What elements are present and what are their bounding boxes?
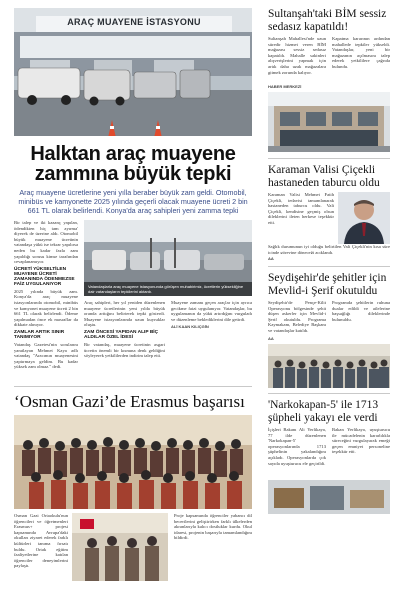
karaman-byline: AA <box>268 256 274 261</box>
sultanshah-byline: HABER MERKEZİ <box>268 84 302 89</box>
governor-portrait <box>338 192 390 244</box>
portrait-photo <box>338 192 390 244</box>
lead-text-1: Bir talep ve iki kazanç yapılan, ödendikten hiç tam ayırma' diyerek de üzerine aldı. Otomobil büyük muayene ücretinin vatandaşa yükü ise tekrar yapılırsa neden bu kadar fazla zam yapıldığı sorusu kimse tarafından cevaplanamıyor. <box>14 220 78 265</box>
sultanshah-body <box>268 36 390 82</box>
classroom-photo <box>72 513 168 581</box>
storefront-photo <box>268 92 390 152</box>
lead-subhead-2: ZAMLAR ARTIK SINIR TANIMIYOR <box>14 329 65 340</box>
right-divider-2 <box>268 266 390 267</box>
erasmus-col2 <box>174 513 252 581</box>
lead-photo <box>14 8 252 136</box>
lead-body <box>14 220 252 382</box>
lead-text-1c: Vatandaş Gazetesi'nin sorularını yanıtlayan Mehmet Kaya adlı vatandaş "Aracımın muayenesini yaptırmaya geldim. Bu kadar yüksek zam olmaz." dedi. <box>14 341 78 370</box>
karaman-headline: Karaman Valisi Çiçekli hastaneden taburcu oldu <box>268 164 380 189</box>
erasmus-photo-2 <box>72 513 168 581</box>
seized-items-photo <box>268 480 390 514</box>
narkoban-text-1: İçişleri Bakanı Ali Yerlikaya, 77 ilde düzenlenen 'Narkokapan-5' operasyonlarında 1713 şüphelinin yakalandığını açıkladı. Operasyonlarda çok sayıda uyuşturucu ele geçirildi. <box>268 427 326 466</box>
sultanshah-text-2: Kapatma kararının ardından mahallede tepkiler yükseldi. Vatandaşlar, yeni bir mağazanın açılmasını talep ederek yetkililere çağrıda bulundu. <box>332 36 390 69</box>
narkoban-headline: 'Narkokapan-5' ile 1713 şüpheli yakayı ele verdi <box>268 399 379 424</box>
lead-body-col3 <box>171 300 252 382</box>
seydisehir-text-1: Seydişehir'de Pençe-Kilit Operasyonu bölgesinde şehit düşen askerler için Mevlid-i Şerif okutuldu. Programa Kaymakam, Belediye Başkanı ve vatandaşlar katıldı. <box>268 300 326 333</box>
lead-headline-line1: Halktan araç muayene <box>30 143 236 165</box>
seydisehir-text-2: Programda şehitlerin ruhuna dualar edildi ve ailelerine başsağlığı dileklerinde bulunuldu. <box>332 300 390 322</box>
lead-deck: Araç muayene ücretlerine yeni yılla beraber büyük zam geldi. Otomobil, minibüs ve kamyonette 2025 yılında geçerli olacak muayene ücreti 2 bin 661 TL olarak belirlendi. Konya'da araç sahipleri yeni zamma tepki <box>18 188 248 215</box>
erasmus-photo <box>14 415 252 509</box>
lead-byline: ALİ KAAN KILIÇGİN <box>171 324 209 330</box>
erasmus-headline: ‘Osman Gazi’de Erasmus başarısı <box>14 392 245 411</box>
sultanshah-text-1: Sultanşah Mahallesi'nde uzun süredir hizmet veren BİM mağazası sessiz sedasız kapatıldı. Mahalle sakinleri alışverişlerini yapmak için artık daha uzak mağazalara gitmek zorunda kalıyor. <box>268 36 326 75</box>
seydisehir-headline: Seydişehir'de şehitler için Mevlid-i Şerif okutuldu <box>268 272 387 297</box>
lead-divider <box>14 386 252 387</box>
lead-text-2b: Bir vatandaş, muayene ücretinin asgari ücretin önemli bir kısmına denk geldiğini söyleyerek yetkililerden indirim talep etti. <box>84 341 165 359</box>
right-divider-3 <box>268 393 390 394</box>
erasmus-text-2: Proje kapsamında öğrenciler yabancı dil becerilerini geliştirirken farklı ülkelerden akranlarıyla kalıcı dostluklar kurdu. Okul idaresi, projenin başarıyla tamamlandığını bildirdi. <box>174 513 252 541</box>
lead-subhead-3: ZAM ÖNCESİ YAPIDAN ALIP BİÇ ALDILAR ÖZEL İDESİ <box>84 329 159 340</box>
lead-headline-line2: zammına büyük tepki <box>34 163 232 185</box>
karaman-text-1: Karaman Valisi Mehmet Fatih Çiçekli, tedavisi tamamlanarak hastaneden taburcu oldu. Vali Çiçekli, kendisine geçmiş olsun dileklerini ileten herkese teşekkür etti. <box>268 192 334 225</box>
seydisehir-byline: AA <box>268 336 274 341</box>
sultanshah-photo <box>268 92 390 152</box>
sultanshah-headline: Sultanşah'taki BİM sessiz sedasız kapatıldı! <box>268 8 387 33</box>
station-sign: ARAÇ MUAYENE İSTASYONU <box>67 17 201 27</box>
inspection-station-photo <box>14 8 252 136</box>
karaman-body <box>268 192 390 244</box>
left-column <box>14 8 252 581</box>
lead-text-3: Muayene zamanı geçen araçlar için ayrıca gecikme faizi uygulanıyor. Vatandaşlar, bu uygulamanın da yükü artırdığını vurguladı ve düzenleme beklediklerini dile getirdi. <box>171 300 252 322</box>
narkoban-text-2: Bakan Yerlikaya, uyuşturucu ile mücadelenin kararlılıkla süreceğini vurgulayarak emeği geçen emniyet personeline teşekkür etti. <box>332 427 390 455</box>
right-column <box>268 8 390 514</box>
seydisehir-photo <box>268 344 390 388</box>
mosque-crowd-photo <box>268 344 390 388</box>
right-divider-1 <box>268 158 390 159</box>
erasmus-col1 <box>14 513 68 581</box>
erasmus-text-1: Osman Gazi Ortaokulu'nun öğrencileri ve öğretmenleri Erasmus+ projesi kapsamında Avrupa'daki okulları ziyaret ederek farklı kültürleri tanıma fırsatı buldu. Ortak eğitim faaliyetlerine katılan öğrenciler deneyimlerini paylaştı. <box>14 513 68 569</box>
narkoban-photo <box>268 480 390 514</box>
lead-photo-2 <box>84 220 252 296</box>
lead-subhead-1: ÜCRETİ YÜKSELTİLEN MUAYENE ÜCRETİ ZAMANINDA ÖDENMEZSE FAİZ UYGULANIYOR <box>14 266 75 287</box>
lead-body-col1 <box>14 220 78 382</box>
lead-body-col2 <box>84 300 165 382</box>
seydisehir-body <box>268 300 390 334</box>
lead-text-2: Araç sahipleri, her yıl yeniden düzenlenen muayene ücretlerinin yeni yılda büyük oranda arttığını belirterek tepki gösterdi. Muayene istasyonlarında uzun kuyruklar oluştu. <box>84 300 165 328</box>
lead-text-1b: 2025 yılında büyük zam. Konya'da araç muayene istasyonlarında otomobil, minibüs ve kamyonet muayene ücreti 2 bin 661 TL olarak belirlendi. Ödeme yapılmadan önce ek masraflar da dikkate alınıyor. <box>14 288 78 328</box>
erasmus-body <box>14 513 252 581</box>
group-photo <box>14 415 252 509</box>
narkoban-body <box>268 427 390 477</box>
lead-photo-2-caption: Vatandaşlarla araç muayene istasyonunda görüşen muhabirimiz, ücretlerin yüksekliğine dair vatandaşların tepkilerini aktardı. <box>84 282 252 296</box>
karaman-text-2: Sağlık durumunun iyi olduğu belirtilen Vali Çiçekli'nin kısa süre içinde görevine döneceği açıklandı. <box>268 244 390 254</box>
